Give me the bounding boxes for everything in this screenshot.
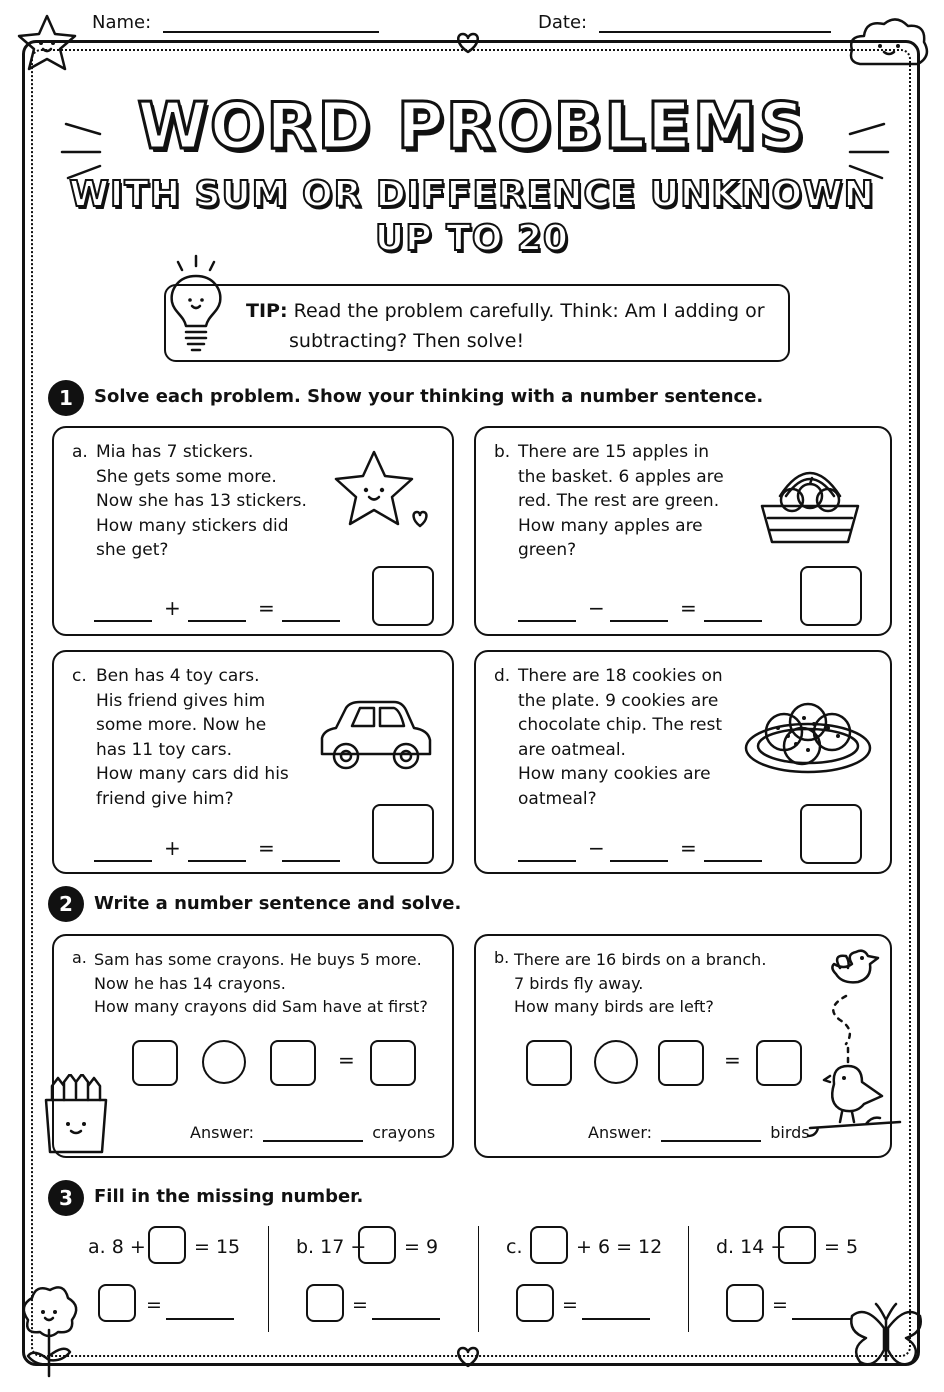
problem-line: His friend gives him	[96, 690, 266, 711]
answer-blank-1[interactable]	[94, 620, 152, 622]
item-label: c.	[506, 1236, 523, 1258]
tip-line2: subtracting? Then solve!	[289, 330, 525, 352]
section3-number: 3	[48, 1180, 84, 1216]
fill-item-d	[716, 1236, 786, 1258]
lightbulb-icon	[160, 254, 232, 364]
equals-sign: =	[352, 1294, 368, 1316]
section1-number: 1	[48, 380, 84, 416]
item-post: = 15	[194, 1236, 241, 1258]
item-post: = 9	[404, 1236, 439, 1258]
answer-line[interactable]	[582, 1318, 650, 1320]
plus-sign: +	[164, 836, 181, 860]
result-box[interactable]	[370, 1040, 416, 1086]
equals-sign: =	[680, 596, 697, 620]
name-line[interactable]	[163, 13, 379, 33]
column-divider	[268, 1226, 269, 1332]
item-label: a.	[88, 1236, 106, 1258]
title-line3: UP TO 20	[375, 218, 569, 259]
heart-top-icon	[452, 30, 484, 56]
crayon-box-icon	[40, 1074, 112, 1156]
missing-number-box[interactable]	[358, 1226, 396, 1264]
problem-line: red. The rest are green.	[518, 491, 720, 511]
problem-line: chocolate chip. The rest	[518, 715, 722, 735]
section1-instruction: Solve each problem. Show your thinking with a number sentence.	[94, 386, 764, 407]
item-label: d.	[716, 1236, 735, 1258]
problem-line: How many birds are left?	[514, 997, 714, 1016]
tip-label: TIP:	[246, 300, 288, 322]
date-line[interactable]	[599, 13, 831, 33]
operation-circle[interactable]	[202, 1040, 246, 1084]
problem-line: Now she has 13 stickers.	[96, 491, 307, 511]
problem-1a-card	[52, 426, 454, 636]
column-divider	[478, 1226, 479, 1332]
problem-line: She gets some more.	[96, 466, 277, 487]
column-divider	[688, 1226, 689, 1332]
answer-box[interactable]	[98, 1284, 136, 1322]
problem-1c-card	[52, 650, 454, 874]
missing-number-box[interactable]	[530, 1226, 568, 1264]
date-label: Date:	[538, 12, 588, 33]
problem-line: How many cookies are	[518, 764, 711, 784]
answer-blank-3[interactable]	[282, 860, 340, 862]
problem-line: How many stickers did	[96, 515, 289, 536]
fill-item-c	[506, 1236, 523, 1258]
answer-label: Answer:	[588, 1123, 653, 1142]
answer-blank-1[interactable]	[518, 620, 576, 622]
problem-line: are oatmeal.	[518, 739, 626, 760]
name-field[interactable]	[92, 12, 379, 33]
section3-instruction: Fill in the missing number.	[94, 1186, 364, 1207]
problem-text	[518, 440, 724, 563]
answer-unit: crayons	[372, 1123, 436, 1142]
problem-label: a.	[72, 442, 88, 462]
name-label: Name:	[92, 12, 152, 33]
answer-box[interactable]	[726, 1284, 764, 1322]
date-field[interactable]	[538, 12, 831, 33]
equals-sign: =	[258, 836, 275, 860]
equals-sign: =	[724, 1048, 741, 1072]
problem-2a-card	[52, 934, 454, 1158]
problem-line: 7 birds fly away.	[514, 973, 644, 993]
problem-text	[96, 440, 307, 563]
problem-text	[96, 664, 289, 811]
star-icon	[330, 446, 430, 532]
answer-box[interactable]	[306, 1284, 344, 1322]
answer-line[interactable]	[372, 1318, 440, 1320]
answer-blank-3[interactable]	[704, 620, 762, 622]
missing-number-box[interactable]	[778, 1226, 816, 1264]
item-label: b.	[296, 1236, 315, 1258]
answer-line[interactable]	[263, 1122, 363, 1142]
answer-blank-2[interactable]	[610, 620, 668, 622]
answer-box[interactable]	[372, 566, 434, 626]
birds-branch-icon	[806, 944, 906, 1152]
fill-item-a	[88, 1236, 146, 1258]
answer-line[interactable]	[166, 1318, 234, 1320]
problem-label: c.	[72, 666, 87, 686]
problem-text	[518, 664, 723, 811]
problem-line: Now he has 14 crayons.	[94, 973, 286, 993]
result-box[interactable]	[756, 1040, 802, 1086]
answer-blank-1[interactable]	[94, 860, 152, 862]
answer-blank-3[interactable]	[282, 620, 340, 622]
problem-text	[514, 948, 766, 1019]
toy-car-icon	[316, 696, 436, 778]
equals-sign: =	[258, 596, 275, 620]
section2-instruction: Write a number sentence and solve.	[94, 893, 462, 914]
number-box-1[interactable]	[526, 1040, 572, 1086]
problem-line: Sam has some crayons. He buys 5 more.	[94, 950, 422, 969]
tip-box	[164, 284, 790, 362]
equals-sign: =	[680, 836, 697, 860]
cloud-corner-icon	[846, 12, 932, 78]
answer-unit: birds	[770, 1123, 810, 1142]
answer-box[interactable]	[800, 804, 862, 864]
problem-label: b.	[494, 948, 510, 967]
item-post: = 5	[824, 1236, 859, 1258]
answer-row	[588, 1122, 810, 1142]
equals-sign: =	[146, 1294, 162, 1316]
problem-line: has 11 toy cars.	[96, 739, 233, 760]
problem-line: the basket. 6 apples are	[518, 466, 724, 487]
problem-line: There are 18 cookies on	[518, 666, 723, 686]
problem-line: green?	[518, 540, 577, 560]
problem-line: she get?	[96, 540, 169, 560]
equals-sign: =	[338, 1048, 355, 1072]
problem-line: friend give him?	[96, 788, 234, 809]
sparkle-right-icon	[834, 112, 890, 188]
number-box-1[interactable]	[132, 1040, 178, 1086]
problem-label: b.	[494, 442, 511, 462]
section2-number: 2	[48, 886, 84, 922]
equals-sign: =	[772, 1294, 788, 1316]
answer-blank-3[interactable]	[704, 860, 762, 862]
problem-line: There are 15 apples in	[518, 442, 709, 462]
answer-line[interactable]	[661, 1122, 761, 1142]
cookie-plate-icon	[742, 694, 874, 778]
answer-blank-2[interactable]	[610, 860, 668, 862]
fill-item-b	[296, 1236, 366, 1258]
problem-text	[94, 948, 428, 1019]
number-box-2[interactable]	[270, 1040, 316, 1086]
problem-line: Ben has 4 toy cars.	[96, 666, 260, 686]
problem-line: the plate. 9 cookies are	[518, 690, 719, 711]
problem-line: How many cars did his	[96, 764, 289, 784]
problem-line: some more. Now he	[96, 715, 267, 735]
equals-sign: =	[562, 1294, 578, 1316]
problem-1d-card	[474, 650, 892, 874]
plus-sign: +	[164, 596, 181, 620]
item-pre: 17 −	[320, 1236, 367, 1258]
star-corner-icon	[12, 10, 82, 76]
operation-circle[interactable]	[594, 1040, 638, 1084]
apple-basket-icon	[758, 456, 862, 552]
answer-blank-2[interactable]	[188, 860, 246, 862]
problem-label: d.	[494, 666, 511, 686]
answer-row	[190, 1122, 435, 1142]
problem-1b-card	[474, 426, 892, 636]
answer-box[interactable]	[800, 566, 862, 626]
title-line1: WORD PROBLEMS	[137, 90, 807, 164]
item-post: + 6 = 12	[576, 1236, 663, 1258]
answer-label: Answer:	[190, 1123, 255, 1142]
answer-blank-1[interactable]	[518, 860, 576, 862]
sparkle-left-icon	[60, 112, 116, 188]
answer-box[interactable]	[516, 1284, 554, 1322]
answer-box[interactable]	[372, 804, 434, 864]
answer-line[interactable]	[792, 1318, 852, 1320]
tip-line1: Read the problem carefully. Think: Am I adding or	[293, 300, 765, 322]
problem-label: a.	[72, 948, 87, 967]
problem-line: Mia has 7 stickers.	[96, 442, 254, 462]
item-pre: 8 +	[111, 1236, 146, 1258]
butterfly-corner-icon	[846, 1300, 926, 1376]
flower-corner-icon	[14, 1280, 84, 1380]
item-pre: 14 −	[740, 1236, 787, 1258]
number-box-2[interactable]	[658, 1040, 704, 1086]
minus-sign: −	[588, 836, 605, 860]
problem-line: oatmeal?	[518, 788, 597, 809]
missing-number-box[interactable]	[148, 1226, 186, 1264]
problem-line: There are 16 birds on a branch.	[514, 950, 767, 969]
answer-blank-2[interactable]	[188, 620, 246, 622]
minus-sign: −	[588, 596, 605, 620]
problem-line: How many apples are	[518, 515, 703, 536]
problem-line: How many crayons did Sam have at first?	[94, 997, 428, 1016]
title-line2: WITH SUM OR DIFFERENCE UNKNOWN	[69, 174, 875, 215]
heart-bottom-icon	[452, 1344, 484, 1370]
